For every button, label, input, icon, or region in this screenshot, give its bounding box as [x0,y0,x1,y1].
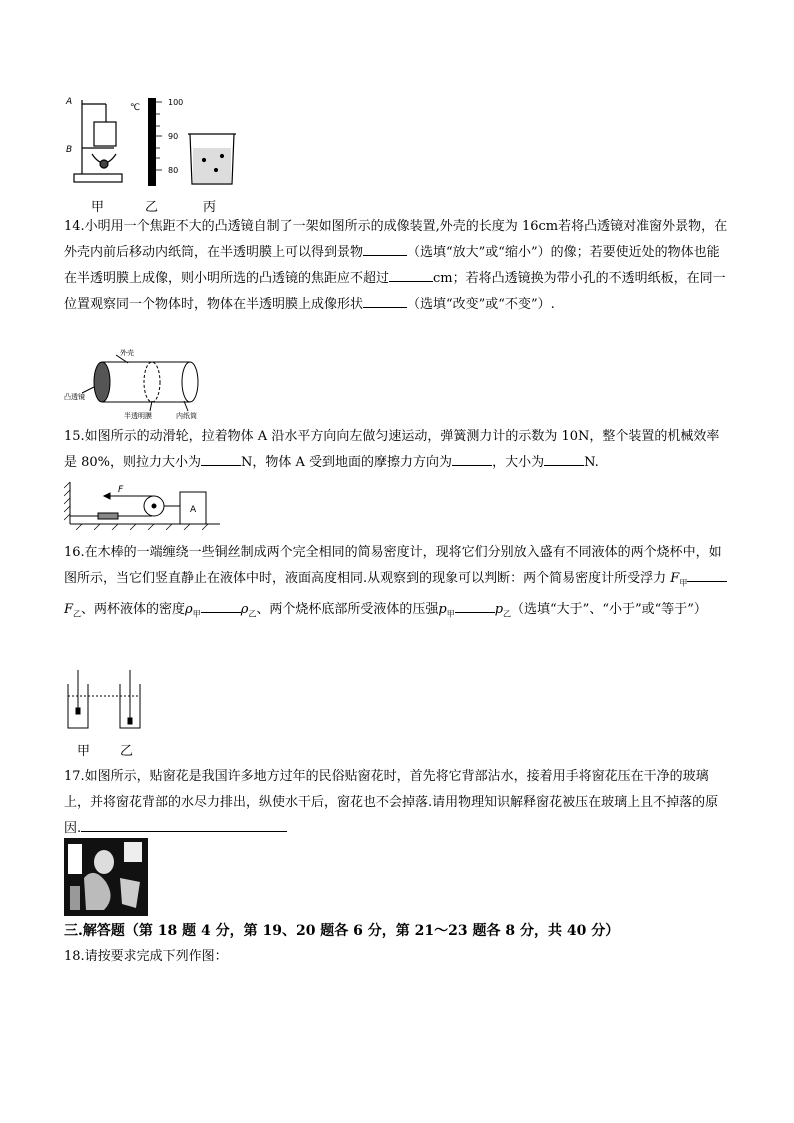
window-paper-photo [64,838,148,916]
figure-q15 [64,478,224,530]
tick-90: 90 [168,132,179,141]
q14-text-a: 14.小明用一个焦距不大的凸透镜自制了一架如图所示的成像装置,外壳的长度为 16cm若将凸透镜对准窗外景物，在外壳内前后移动内纸筒，在半透明膜上可以得到景物 [64,219,728,260]
q14-text-b: （选填“放大”或“缩小”）的像；若要使近处的物体也能在半透明膜上成像，则小明所选的凸透镜的焦距应不超过 [64,245,720,286]
q14-text-c: cm；若将凸透镜换为带小孔的不透明纸板，在同一位置观察同一个物体时，物体在半透明膜上成像形状 [64,271,726,312]
caption-beaker-yi: 乙 [120,744,134,759]
q16-text-a: 16.在木棒的一端缠绕一些铜丝制成两个完全相同的简易密度计，现将它们分别放入盛有不同液体的两个烧杯中，如图所示，当它们竖直静止在液体中时，液面高度相同.从观察到的现象可以判断：两个简易密度计所受浮力 [64,545,722,586]
sub-yi-1: 乙 [73,609,82,619]
caption-yi: 乙 [145,200,159,215]
question-16 [64,540,730,627]
beaker [188,134,236,184]
q16-text-c: 、两个烧杯底部所受液体的压强 [256,601,439,617]
symbol-f-yi: F [64,601,74,617]
sub-yi-2: 乙 [248,609,257,619]
figure-q16 [64,666,154,736]
caption-beaker-jia: 甲 [77,744,91,759]
symbol-p-yi: p [494,601,504,617]
q15-text-b: N，物体 A 受到地面的摩擦力方向为 [241,455,453,470]
sub-yi-3: 乙 [503,609,512,619]
sub-jia-1: 甲 [679,578,688,588]
label-film: 半透明膜 [124,412,152,420]
tick-100: 100 [168,98,184,107]
label-lens: 凸透镜 [64,393,85,401]
q17-answer-line[interactable] [81,817,287,832]
section-3-title: 三.解答题（第 18 题 4 分，第 19、20 题各 6 分，第 21～23 题各 8 分，共 40 分） [64,923,620,939]
q14-blank-2[interactable] [389,267,433,282]
q15-blank-1[interactable] [201,451,241,466]
sub-jia-3: 甲 [446,609,455,619]
label-a: A [66,97,73,107]
celsius-label: ℃ [130,103,141,113]
q16-text-b: 、两杯液体的密度 [81,601,186,617]
symbol-rho-jia: ρ [185,601,193,617]
q15-blank-2[interactable] [452,451,492,466]
label-force: F [118,485,124,495]
q16-blank-3[interactable] [455,598,495,613]
sub-jia-2: 甲 [192,609,201,619]
label-b: B [66,145,73,155]
label-block-a: A [190,505,197,515]
figure-q14 [64,343,214,421]
q14-text-d: （选填“改变”或“不变”）. [407,297,555,312]
question-18 [64,944,730,970]
symbol-p-jia: p [438,601,447,617]
question-15 [64,424,730,476]
stand-apparatus [74,100,122,182]
label-inner-tube: 内纸筒 [176,412,197,420]
thermometer [130,98,183,186]
caption-bing: 丙 [203,200,217,215]
q15-text-d: N. [584,455,599,470]
question-17 [64,764,730,842]
q15-text-c: ，大小为 [492,455,545,470]
q16-text-d: （选填“大于”、“小于”或“等于”） [511,601,707,617]
symbol-rho-yi: ρ [240,601,249,617]
figure-q13 [64,92,244,192]
label-shell: 外壳 [120,349,134,357]
q15-blank-3[interactable] [544,451,584,466]
caption-jia: 甲 [91,200,105,215]
tick-80: 80 [168,166,179,175]
q16-blank-2[interactable] [201,598,241,613]
q17-text: 17.如图所示，贴窗花是我国许多地方过年的民俗贴窗花时，首先将它背部沾水，接着用手将窗花压在干净的玻璃上，并将窗花背部的水尽力排出，纵使水干后，窗花也不会掉落.请用物理知识解释窗花被压在玻璃上且不掉落的原因. [64,769,719,836]
q15-text-a: 15.如图所示的动滑轮，拉着物体 A 沿水平方向向左做匀速运动，弹簧测力计的示数为 10N，整个装置的机械效率是 80%，则拉力大小为 [64,429,720,470]
q14-blank-1[interactable] [363,241,407,256]
q18-text: 18.请按要求完成下列作图： [64,949,228,964]
q16-blank-1[interactable] [687,567,727,582]
question-14 [64,214,730,318]
symbol-f-jia: F [670,571,680,586]
q14-blank-3[interactable] [363,293,407,308]
